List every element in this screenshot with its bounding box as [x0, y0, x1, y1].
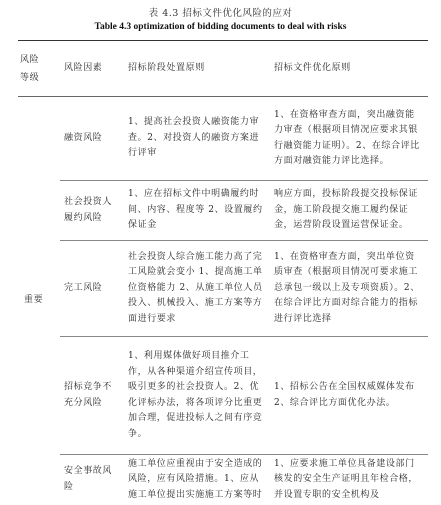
stage-principle-cell: 施工单位应重视由于安全造成的风险，应有风险措施。1、应从施工单位提出实施施工方案等时 — [128, 458, 263, 500]
table-row — [18, 337, 428, 455]
header-doc-principle: 招标文件优化原则 — [270, 41, 428, 97]
risk-factor-cell: 社会投资人履约风险 — [60, 181, 124, 241]
table-row — [18, 455, 428, 505]
risk-factor-cell: 招标竞争不充分风险 — [60, 337, 124, 455]
stage-principle-cell: 1、利用媒体做好项目推介工作，从各种渠道介绍宣传项目，吸引更多的社会投资人。2、优化评标办法，将各项评分比重更加合理，促进投标人之间有序竞争。 — [124, 337, 270, 455]
risk-factor-cell: 融资风险 — [60, 97, 124, 181]
header-risk-level-line1: 风险 — [20, 54, 40, 65]
header-risk-level-line2: 等级 — [20, 72, 40, 83]
header-risk-factor: 风险因素 — [60, 41, 124, 97]
table-row — [18, 181, 428, 241]
table-caption-en: Table 4.3 optimization of bidding documents to deal with risks — [94, 22, 347, 32]
table-header-row — [18, 41, 428, 97]
risk-response-table — [18, 40, 428, 505]
risk-level-cell: 重要 — [24, 295, 44, 305]
doc-principle-cell: 响应方面，投标阶段提交投标保证金，施工阶段提交施工履约保证金，运营阶段设置运营保证金。 — [270, 181, 428, 241]
doc-principle-cell: 1、在资格审查方面，突出单位资质审查（根据项目情况可要求施工总承包一级以上及专项资质）。2、在综合评比方面对综合能力的指标进行评比选择 — [270, 241, 428, 337]
doc-principle-cell: 1、应要求施工单位具备建设部门核发的安全生产证明且年检合格，并设置专职的安全机构及 — [274, 458, 419, 500]
table-caption-cn: 表 4.3 招标文件优化风险的应对 — [148, 8, 293, 19]
table-row — [18, 241, 428, 337]
risk-factor-cell: 完工风险 — [60, 241, 124, 337]
header-stage-principle: 招标阶段处置原则 — [124, 41, 270, 97]
header-risk-level — [18, 41, 60, 97]
risk-factor-cell: 安全事故风险 — [64, 466, 113, 492]
doc-principle-cell: 1、在资格审查方面，突出融资能力审查（根据项目情况应要求其银行融资能力证明）。2、在综合评比方面对融资能力评比选择。 — [270, 97, 428, 181]
stage-principle-cell: 社会投资人综合施工能力高了完工风险就会变小 1、提高施工单位资格能力 2、从施工单位人员投入、机械投入、施工方案等方面进行要求 — [124, 241, 270, 337]
stage-principle-cell: 1、应在招标文件中明确履约时间、内容、程度等 2、设置履约保证金 — [124, 181, 270, 241]
table-row — [18, 97, 428, 181]
stage-principle-cell: 1、提高社会投资人融资能力审查。2、对投资人的融资方案进行评审 — [124, 97, 270, 181]
doc-principle-cell: 1、招标公告在全国权威媒体发布 2、综合评比方面优化办法。 — [270, 337, 428, 455]
